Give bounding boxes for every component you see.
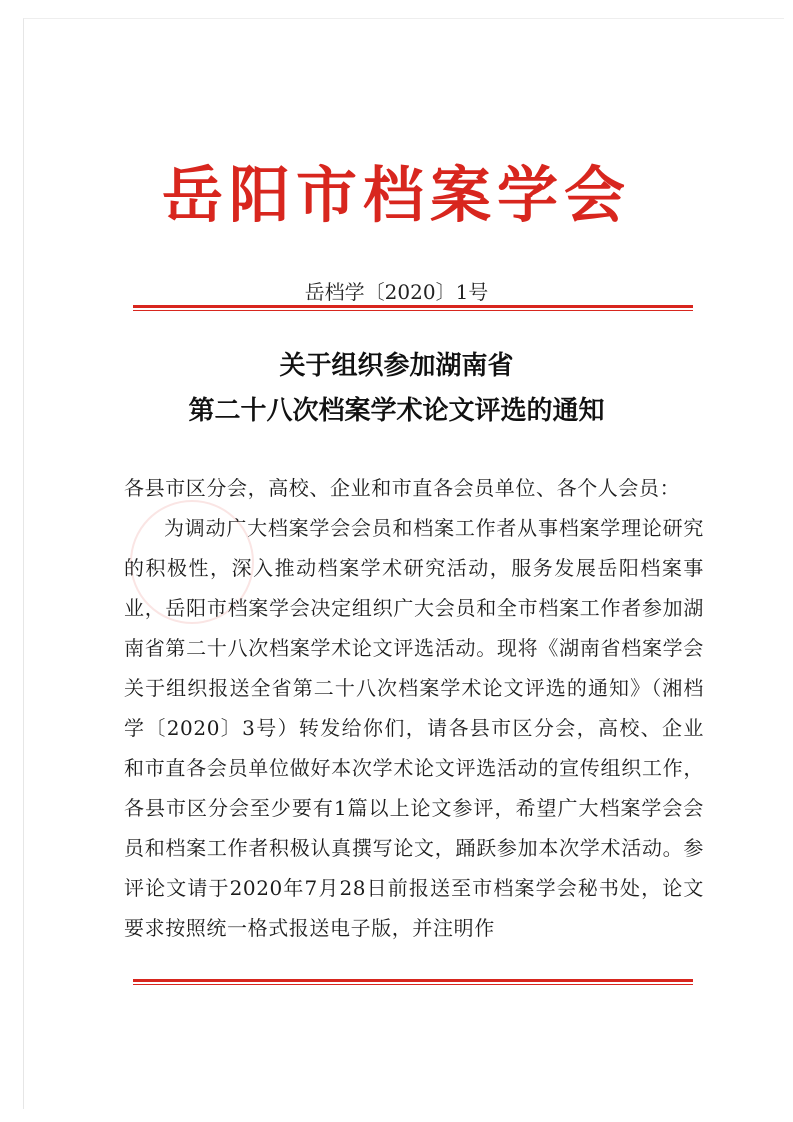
- footer-divider: [133, 979, 693, 985]
- salutation: 各县市区分会，高校、企业和市直各会员单位、各个人会员：: [124, 476, 681, 500]
- organization-title: 岳阳市档案学会: [161, 160, 631, 231]
- notice-body: [124, 468, 704, 948]
- notice-title-line-2: 第二十八次档案学术论文评选的通知: [188, 396, 605, 426]
- header-divider-thick-line: [133, 305, 693, 308]
- header-divider: [133, 305, 693, 311]
- notice-title-line-1: 关于组织参加湖南省: [279, 351, 514, 381]
- document-number: 岳档学〔2020〕1号: [304, 280, 489, 304]
- footer-divider-thin-line: [133, 984, 693, 985]
- notice-title: [0, 344, 793, 434]
- body-paragraph: 为调动广大档案学会会员和档案工作者从事档案学理论研究的积极性，深入推动档案学术研究活动，服务发展岳阳档案事业，岳阳市档案学会决定组织广大会员和全市档案工作者参加湖南省第二十八次档案学术论文评选活动。现将《湖南省档案学会关于组织报送全省第二十八次档案学术论文评选的通知》（湘档学〔2020〕3号）转发给你们，请各县市区分会，高校、企业和市直各会员单位做好本次学术论文评选活动的宣传组织工作，各县市区分会至少要有1篇以上论文参评，希望广大档案学会会员和档案工作者积极认真撰写论文，踊跃参加本次学术活动。参评论文请于2020年7月28日前报送至市档案学会秘书处，论文要求按照统一格式报送电子版，并注明作: [124, 516, 704, 940]
- footer-divider-thick-line: [133, 979, 693, 982]
- header-divider-thin-line: [133, 310, 693, 311]
